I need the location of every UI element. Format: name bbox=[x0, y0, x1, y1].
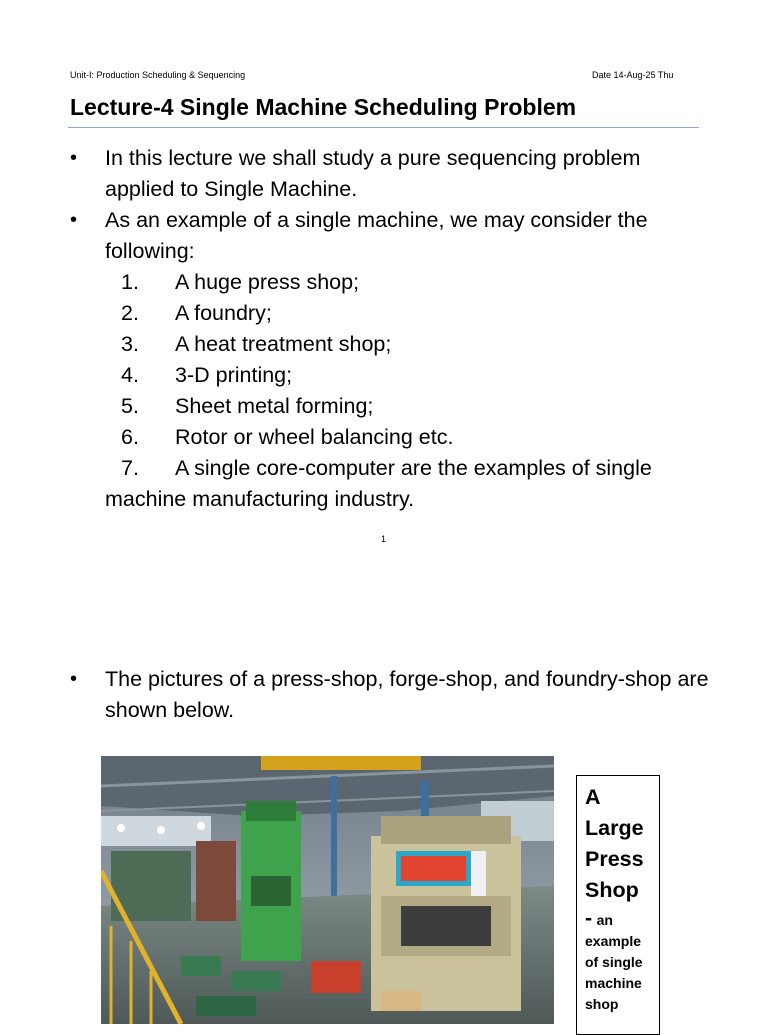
title-rule bbox=[68, 127, 699, 128]
example-text: 3-D printing; bbox=[175, 363, 293, 387]
example-number: 5. bbox=[121, 394, 139, 418]
photo-caption-box bbox=[576, 775, 660, 1035]
caption-title: A Large Press Shop bbox=[585, 785, 644, 902]
example-text: A single core-computer are the examples of single machine manufacturing industry. bbox=[105, 456, 652, 511]
example-text: A huge press shop; bbox=[175, 270, 360, 294]
example-number: 6. bbox=[121, 425, 139, 449]
example-text: A heat treatment shop; bbox=[175, 332, 392, 356]
example-item bbox=[105, 360, 710, 391]
bullet-list bbox=[70, 143, 710, 515]
example-list bbox=[105, 267, 710, 515]
example-item bbox=[105, 267, 710, 298]
example-number: 2. bbox=[121, 301, 139, 325]
caption-dash: - bbox=[585, 906, 593, 930]
bullet-text: As an example of a single machine, we may consider the following: bbox=[105, 208, 648, 263]
page-number: 1 bbox=[381, 534, 387, 544]
page-title: Lecture-4 Single Machine Scheduling Problem bbox=[70, 94, 577, 120]
bullet-item: • In this lecture we shall study a pure sequencing problem applied to Single Machine. bbox=[70, 143, 710, 205]
example-text: A foundry; bbox=[175, 301, 272, 325]
example-number: 1. bbox=[121, 270, 139, 294]
example-item bbox=[105, 422, 710, 453]
example-item bbox=[105, 298, 710, 329]
example-text: Rotor or wheel balancing etc. bbox=[175, 425, 454, 449]
bullet-item: • The pictures of a press-shop, forge-shop, and foundry-shop are shown below. bbox=[70, 664, 710, 726]
bullet-list-2 bbox=[70, 664, 710, 726]
example-text: Sheet metal forming; bbox=[175, 394, 374, 418]
header-unit: Unit-I: Production Scheduling & Sequencing bbox=[70, 70, 246, 80]
caption-subtitle: an example of single machine shop bbox=[585, 912, 643, 1012]
example-item bbox=[105, 329, 710, 360]
bullet-item bbox=[70, 205, 710, 515]
example-item bbox=[105, 453, 710, 515]
example-number: 3. bbox=[121, 332, 139, 356]
header-date: Date 14-Aug-25 Thu bbox=[592, 70, 674, 80]
example-number: 7. bbox=[121, 456, 139, 480]
press-shop-photo bbox=[101, 756, 554, 1024]
example-number: 4. bbox=[121, 363, 139, 387]
example-item bbox=[105, 391, 710, 422]
